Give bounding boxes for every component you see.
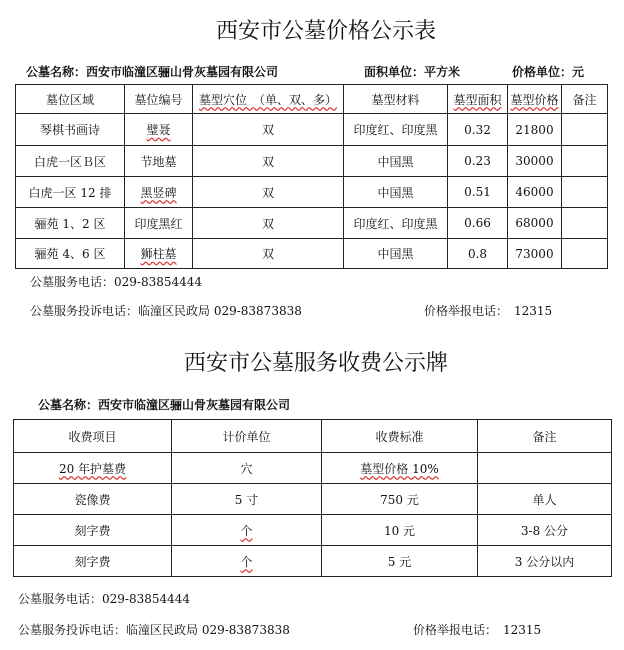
col-header: 备注 <box>478 420 612 453</box>
table-cell: 双 <box>193 177 344 208</box>
table-cell: 白虎一区 12 排 <box>16 177 125 208</box>
table-cell: 10 元 <box>322 515 478 546</box>
table-cell: 21800 <box>508 114 562 146</box>
table-cell: 刻字费 <box>14 546 172 577</box>
table-cell: 墓型价格 10% <box>322 453 478 484</box>
table-cell: 46000 <box>508 177 562 208</box>
col-header: 墓位编号 <box>125 85 193 114</box>
table-cell: 琴棋书画诗 <box>16 114 125 146</box>
table-row <box>16 177 608 208</box>
doc2-price-report-phone: 价格举报电话： 12315 <box>413 623 542 637</box>
table-cell: 个 <box>172 515 322 546</box>
doc1-service-phone: 公墓服务电话：029-83854444 <box>30 275 203 289</box>
table-cell: 68000 <box>508 208 562 239</box>
doc1-price-report-phone: 价格举报电话： 12315 <box>424 304 553 318</box>
table-cell: 双 <box>193 239 344 269</box>
table-cell: 20 年护墓费 <box>14 453 172 484</box>
col-header: 计价单位 <box>172 420 322 453</box>
table-cell: 中国黑 <box>344 177 448 208</box>
table-cell: 双 <box>193 208 344 239</box>
table-cell: 狮柱墓 <box>125 239 193 269</box>
table-cell <box>562 239 608 269</box>
table-cell <box>478 453 612 484</box>
table-cell: 个 <box>172 546 322 577</box>
doc1-complaint-phone: 公墓服务投诉电话：临潼区民政局 029-83873838 <box>30 304 302 318</box>
table-cell <box>562 114 608 146</box>
table-row <box>14 484 612 515</box>
col-header: 墓型面积 <box>448 85 508 114</box>
table-cell: 0.32 <box>448 114 508 146</box>
col-header: 收费标准 <box>322 420 478 453</box>
table-row <box>16 114 608 146</box>
table-row <box>14 546 612 577</box>
doc2-header-row <box>14 420 612 453</box>
doc2-service-phone: 公墓服务电话：029-83854444 <box>18 592 191 606</box>
table-cell: 骊苑 1、2 区 <box>16 208 125 239</box>
table-cell: 单人 <box>478 484 612 515</box>
table-cell: 印度黑红 <box>125 208 193 239</box>
table-cell: 0.51 <box>448 177 508 208</box>
table-cell: 刻字费 <box>14 515 172 546</box>
col-header: 墓位区域 <box>16 85 125 114</box>
col-header: 收费项目 <box>14 420 172 453</box>
table-row <box>14 453 612 484</box>
table-row <box>16 239 608 269</box>
doc1-cemetery-name: 公墓名称：西安市临潼区骊山骨灰墓园有限公司 <box>26 65 279 79</box>
table-cell: 璧聂 <box>125 114 193 146</box>
table-cell: 0.66 <box>448 208 508 239</box>
table-cell: 0.8 <box>448 239 508 269</box>
table-cell <box>562 146 608 177</box>
col-header: 墓型价格 <box>508 85 562 114</box>
doc1-title: 西安市公墓价格公示表 <box>216 19 437 44</box>
table-cell <box>562 177 608 208</box>
table-cell: 印度红、印度黑 <box>344 114 448 146</box>
doc2-fee-table <box>13 419 612 577</box>
table-cell: 3-8 公分 <box>478 515 612 546</box>
doc1-price-table <box>15 84 608 269</box>
col-header: 墓型穴位 （单、双、多） <box>193 85 344 114</box>
table-cell: 750 元 <box>322 484 478 515</box>
table-row <box>16 208 608 239</box>
table-row <box>14 515 612 546</box>
table-cell: 双 <box>193 114 344 146</box>
table-cell <box>562 208 608 239</box>
table-cell: 骊苑 4、6 区 <box>16 239 125 269</box>
table-cell: 印度红、印度黑 <box>344 208 448 239</box>
doc2-cemetery-name: 公墓名称：西安市临潼区骊山骨灰墓园有限公司 <box>38 398 291 412</box>
col-header: 备注 <box>562 85 608 114</box>
table-cell: 5 元 <box>322 546 478 577</box>
table-cell: 瓷像费 <box>14 484 172 515</box>
table-cell: 中国黑 <box>344 146 448 177</box>
table-cell: 节地墓 <box>125 146 193 177</box>
table-cell: 5 寸 <box>172 484 322 515</box>
table-cell: 中国黑 <box>344 239 448 269</box>
doc2-title: 西安市公墓服务收费公示牌 <box>184 351 449 376</box>
table-cell: 30000 <box>508 146 562 177</box>
doc1-area-unit: 面积单位：平方米 <box>364 65 461 79</box>
table-cell: 0.23 <box>448 146 508 177</box>
table-cell: 白虎一区Ｂ区 <box>16 146 125 177</box>
doc2-complaint-phone: 公墓服务投诉电话：临潼区民政局 029-83873838 <box>18 623 290 637</box>
col-header: 墓型材料 <box>344 85 448 114</box>
table-cell: 双 <box>193 146 344 177</box>
doc1-price-unit: 价格单位：元 <box>512 65 585 79</box>
table-row <box>16 146 608 177</box>
table-cell: 3 公分以内 <box>478 546 612 577</box>
table-cell: 73000 <box>508 239 562 269</box>
table-cell: 黑竖碑 <box>125 177 193 208</box>
table-cell: 穴 <box>172 453 322 484</box>
doc1-header-row <box>16 85 608 114</box>
